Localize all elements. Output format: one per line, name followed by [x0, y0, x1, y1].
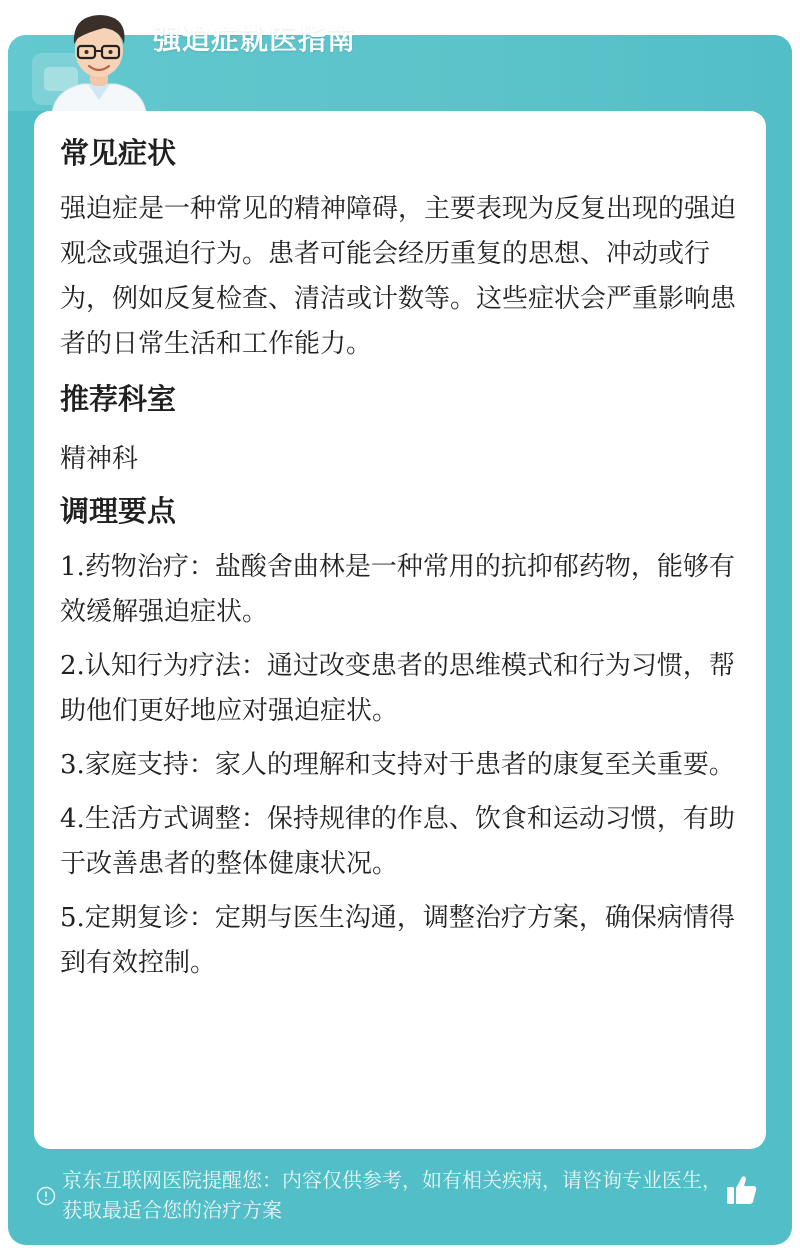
list-item-number: 1.	[60, 552, 85, 582]
list-item	[60, 545, 740, 635]
list-item	[60, 896, 740, 986]
page-title: 强迫症就医指南	[153, 23, 357, 56]
list-item	[60, 644, 740, 734]
care-title: 调理要点	[60, 494, 177, 528]
department-body: 精神科	[60, 444, 139, 474]
list-item	[60, 743, 740, 788]
list-item-number: 3.	[60, 750, 85, 780]
list-item-number: 2.	[60, 651, 85, 681]
doctor-avatar	[44, 8, 154, 112]
list-item-number: 4.	[60, 804, 85, 834]
disclaimer-text: 京东互联网医院提醒您：内容仅供参考，如有相关疾病，请咨询专业医生，获取最适合您的治疗方案	[62, 1168, 722, 1222]
list-item-text: 认知行为疗法：通过改变患者的思维模式和行为习惯，帮助他们更好地应对强迫症状。	[60, 651, 735, 726]
symptoms-body: 强迫症是一种常见的精神障碍，主要表现为反复出现的强迫观念或强迫行为。患者可能会经历重复的思想、冲动或行为，例如反复检查、清洁或计数等。这些症状会严重影响患者的日常生活和工作能力。	[60, 194, 737, 359]
list-item-text: 生活方式调整：保持规律的作息、饮食和运动习惯，有助于改善患者的整体健康状况。	[60, 804, 735, 879]
list-item-number: 5.	[60, 903, 85, 933]
thumbs-up-icon[interactable]	[724, 1172, 760, 1208]
list-item-text: 定期复诊：定期与医生沟通，调整治疗方案，确保病情得到有效控制。	[60, 903, 735, 978]
list-item	[60, 797, 740, 887]
list-item-text: 家庭支持：家人的理解和支持对于患者的康复至关重要。	[84, 750, 735, 780]
care-list	[60, 545, 740, 986]
info-icon	[36, 1186, 56, 1206]
list-item-text: 药物治疗：盐酸舍曲林是一种常用的抗抑郁药物，能够有效缓解强迫症状。	[60, 552, 735, 627]
department-title: 推荐科室	[60, 382, 177, 416]
symptoms-title: 常见症状	[60, 136, 177, 170]
content-card	[34, 111, 766, 1149]
